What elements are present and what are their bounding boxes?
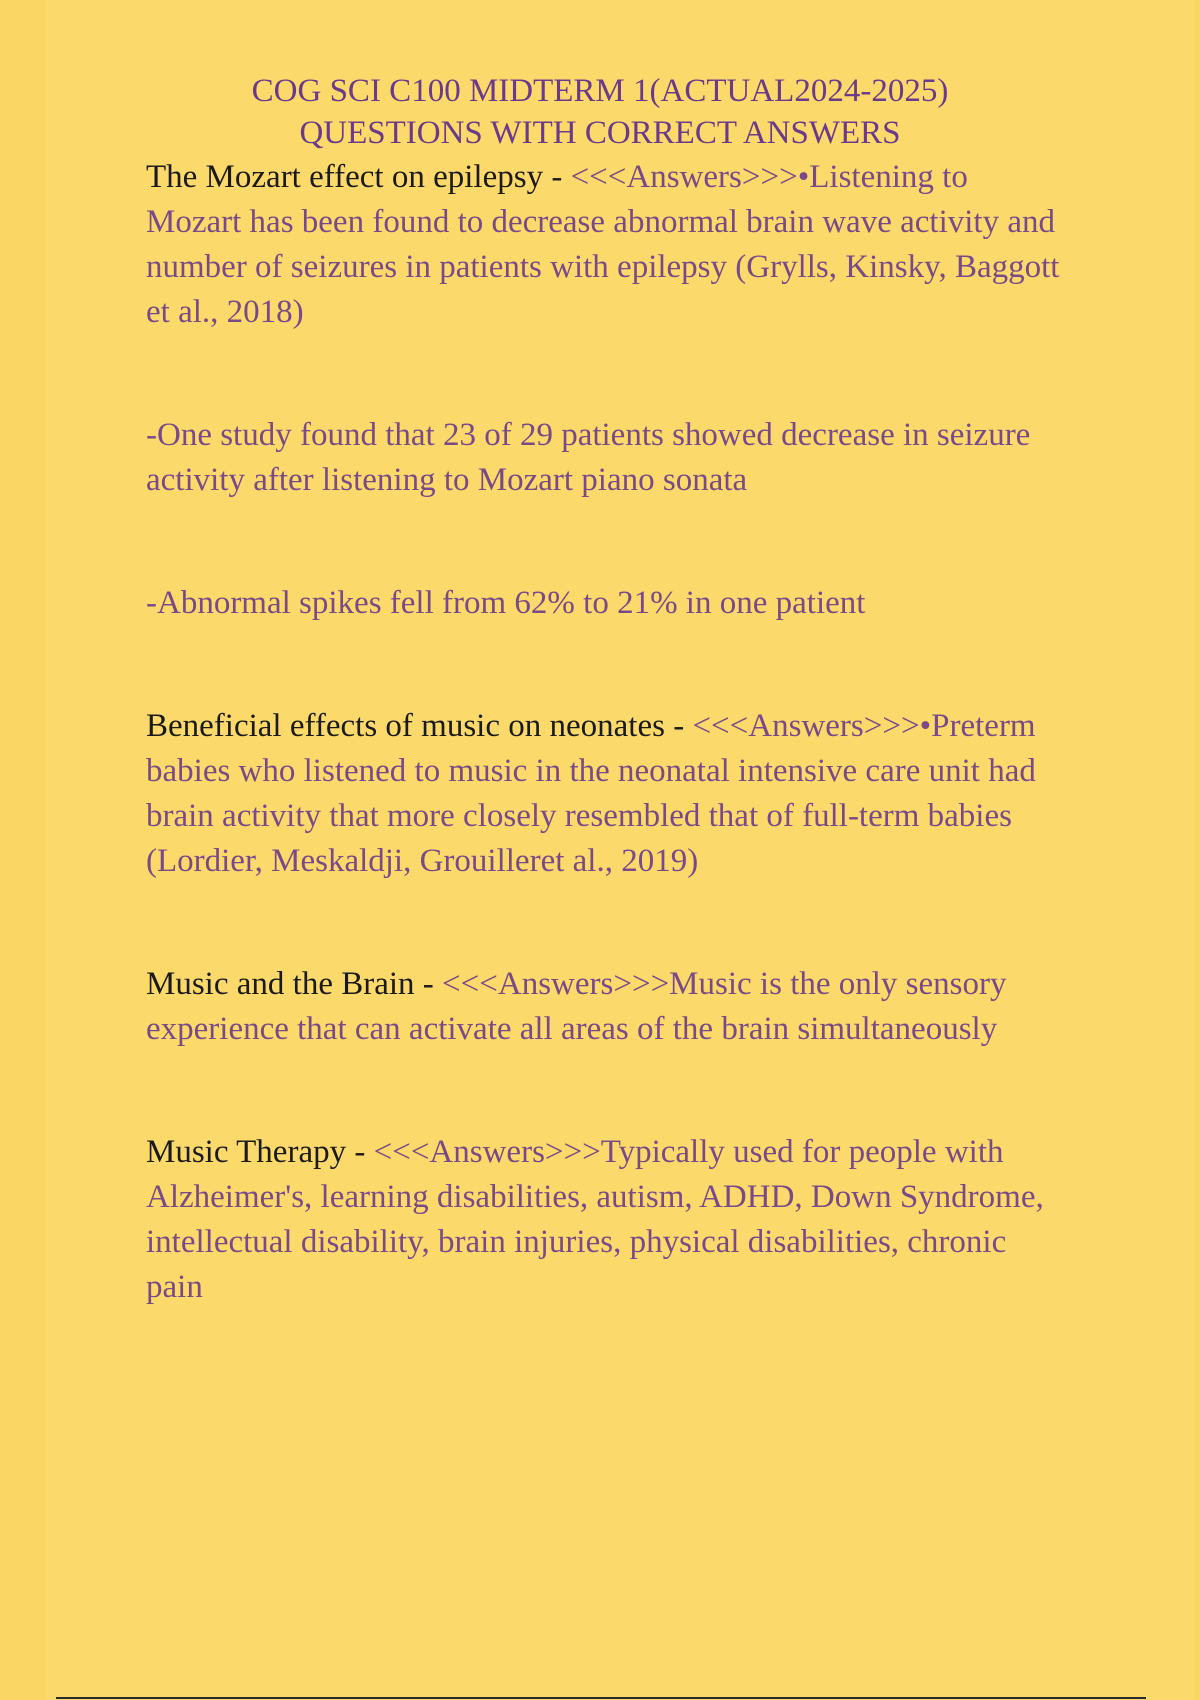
- entry-answer: <<<Answers>>>•Preterm babies who listened to music in the neonatal intensive care unit had brain activity that more closely resembled that of full-term babies (Lordier, Meskaldji, Grouilleret al., 2019): [146, 708, 1036, 879]
- entry-term: The Mozart effect on epilepsy -: [146, 159, 571, 195]
- entry-answer: <<<Answers>>>Typically used for people with Alzheimer's, learning disabilities, autism, ADHD, Down Syndrome, intellectual disability, brain injuries, physical disabilities, chronic pain: [146, 1134, 1044, 1305]
- title-line-1: COG SCI C100 MIDTERM 1(ACTUAL2024-2025): [251, 73, 949, 109]
- entry-term: Music and the Brain -: [146, 966, 443, 1002]
- entry-note: -Abnormal spikes fell from 62% to 21% in one patient: [146, 585, 866, 621]
- title-line-2: QUESTIONS WITH CORRECT ANSWERS: [299, 115, 901, 151]
- entry-note: -One study found that 23 of 29 patients showed decrease in seizure activity after listening to Mozart piano sonata: [146, 417, 1031, 498]
- entry-answer: <<<Answers>>>Music is the only sensory experience that can activate all areas of the brain simultaneously: [146, 966, 1007, 1047]
- entry-mozart-epilepsy: [146, 155, 1066, 335]
- entry-answer: <<<Answers>>>•Listening to Mozart has been found to decrease abnormal brain wave activity and number of seizures in patients with epilepsy (Grylls, Kinsky, Baggott et al., 2018): [146, 159, 1060, 330]
- document-title: [0, 70, 1200, 154]
- document-body: [146, 155, 1066, 1310]
- entry-music-brain: [146, 962, 1066, 1052]
- entry-music-therapy: [146, 1130, 1066, 1310]
- entry-term: Music Therapy -: [146, 1134, 374, 1170]
- bottom-divider: [56, 1697, 1146, 1699]
- entry-music-neonates: [146, 704, 1066, 884]
- entry-term: Beneficial effects of music on neonates -: [146, 708, 693, 744]
